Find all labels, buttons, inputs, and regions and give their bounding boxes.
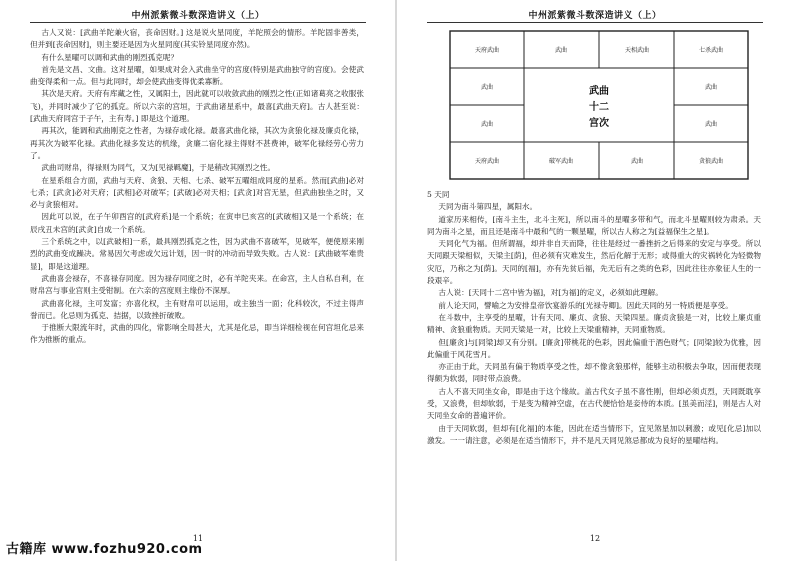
palace-cell: 武曲 [554, 47, 568, 54]
paragraph: 武曲喜化禄，主可发富；亦喜化权，主有财帛可以运用，或主独当一面；化科较次，不过主得声誉而已。化忌则为孤克、拮据，以致挫折破败。 [30, 298, 364, 320]
paragraph: 武曲喜会禄存，不喜禄存同度。因为禄存同度之时，必有羊陀夹来。在命宫，主人自私自利，在财帛宫与事业宫则主受钳制。在六亲的宫度则主缘份不深厚。 [30, 273, 364, 296]
paragraph: 首先是文昌、文曲。这对星曜，如果成对会入武曲坐守的宫度(特别是武曲独守的宫度)。会使武曲变得柔和一点。但与此同时，却会使武曲变得优柔寡断。 [30, 64, 364, 87]
left-page [0, 0, 396, 561]
site-watermark: 古籍库 www.fozhu920.com [6, 542, 203, 557]
palace-cell: 贪狼武曲 [698, 158, 724, 165]
palace-chart [449, 30, 749, 180]
paragraph: 前人论天同，譬喻之为安排皇帝饮宴游乐的[光禄寺卿]。因此天同的另一特质便是享受。 [438, 300, 733, 310]
paragraph: 但[廉贪]与[同梁]却又有分别。[廉贪]带桃花的色彩，因此偏重于酒色财气；[同梁]较为优雅，因此偏重于风花雪月。 [427, 337, 761, 359]
palace-cell: 破军武曲 [548, 158, 574, 165]
palace-chart-grid [449, 30, 749, 180]
palace-cell: 天相武曲 [624, 47, 650, 54]
paragraph: 再其次，能调和武曲刚克之性者，为禄存或化禄。最喜武曲化禄，其次为贪狼化禄及廉贞化禄，再其次为破军化禄。武曲化禄多发达的机缘，贪廉二宿化禄主得财不甚费神，破军化禄经劳心劳力了。 [30, 126, 364, 160]
page-header: 中州派紫微斗数深造讲义（上） [528, 11, 662, 21]
paragraph: 古人又说：[武曲羊陀兼火宿，丧命因财。] 这是说火星同度，羊陀照会的情形。羊陀固非善类，但并到[丧命因财]，则主要还是因为火星同度(其实铃星同度亦然)。 [30, 28, 364, 50]
palace-cell: 武曲 [630, 158, 644, 165]
paragraph: 有什么星曜可以调和武曲的刚烈孤克呢？ [41, 52, 179, 62]
section-title: 5 天同 [427, 190, 450, 199]
chart-center-line1: 武曲 [589, 86, 609, 97]
paragraph: 其次是天府。天府有库藏之性，又属阳土，因此就可以收敛武曲的刚烈之性(正如诸葛亮之收服张飞)，并同时减少了它的孤克。所以六亲的宫垣，于武曲诸星系中，最喜[武曲天府]。古人甚至说：[武曲天府同宫于子午，主有寿。] 即是这个道理。 [30, 89, 364, 124]
right-page [397, 0, 793, 561]
palace-cell: 天府武曲 [474, 47, 500, 54]
page-number: 11 [192, 534, 204, 543]
palace-cell: 武曲 [704, 121, 718, 128]
paragraph: 三个系统之中，以[武破相]一系，最具刚烈孤克之性，因为武曲不喜破军，见破军，便使原来刚烈的武曲变成躁决。常易因欠考虑或欠远计划，因一时的冲动而导致失败。古人说：[武曲破军难贵显]，即是这道理。 [30, 237, 364, 271]
page-number: 12 [589, 534, 601, 543]
chart-center-line2: 十二 [589, 102, 609, 113]
palace-cell: 七杀武曲 [698, 47, 724, 54]
paragraph: 天同为南斗第四星，属阳水。 [438, 202, 538, 212]
paragraph: 亦正由于此，天同虽有偏于物质享受之性，却不像贪狼那样，能够主动积极去争取，因而便表现得颇为软弱，同时带点浪费。 [427, 362, 761, 384]
palace-cell: 武曲 [480, 121, 494, 128]
left-page-body [30, 27, 364, 347]
paragraph: 古人说：[天同十二宫中皆为福]，对[为福]的定义，必须如此理解。 [438, 288, 663, 298]
paragraph: 在斗数中，主享受的星曜，计有天同、廉贞、贪狼、天梁四星。廉贞贪狼是一对，比较上廉贞重精神、贪狼重物质。天同天梁是一对，比较上天梁重精神，天同重物质。 [427, 312, 761, 335]
paragraph: 武曲司财帛，得禄则为同气，又为[见禄羁魔]，于是稍改其刚烈之性。 [41, 163, 276, 173]
header-rule [427, 22, 763, 23]
right-page-body [427, 187, 761, 447]
paragraph: 在星系组合方面，武曲与天府、贪狼、天相、七杀、破军五曜组成同度的星系。然而[武曲]必对七杀；[武贪]必对天府；[武相]必对破军；[武破]必对天相；[武贪]对宫无星，但武曲独坐之时，又必与贪狼相对。 [30, 175, 364, 210]
paragraph: 道家历来相传，[南斗主生，北斗主死]，所以南斗的星曜多带和气，而北斗星曜则较为肃杀。天同为南斗之星，而且还是南斗中最和气的一颗星曜，所以古人称之为[益福保生之星]。 [427, 214, 761, 236]
header-rule [30, 22, 366, 23]
page-header: 中州派紫微斗数深造讲义（上） [131, 11, 265, 21]
paragraph: 古人不喜天同坐女命，即是由于这个缘故。盖古代女子虽不喜性刚，但却必须贞烈，天同既耽享受，又浪费，但却软弱，于是变为精神空虚，在古代便恰恰是妾侍的本质。[虽美而淫]，则是古人对天同坐女命的普遍评价。 [427, 386, 761, 421]
palace-cell: 武曲 [480, 84, 494, 91]
palace-cell: 天府武曲 [474, 158, 500, 165]
paragraph: 由于天同软弱，但却有[化福]的本能，因此在适当情形下，宜见煞星加以刺激；或见[化忌]加以激发。一一请注意，必须是在适当情形下，并不是凡天同见煞忌都成为良好的星曜结构。 [427, 423, 761, 445]
palace-cell: 武曲 [704, 84, 718, 91]
paragraph: 于推断大限流年时，武曲的四化，常影响全局甚大，尤其是化忌，即当详细检视在何宫坦化忌来作为推断的重点。 [30, 323, 364, 345]
chart-center-line3: 宫次 [589, 118, 609, 129]
paragraph: 因此可以说，在子午卯酉宫的[武府系]是一个系统；在寅申巳亥宫的[武破相]又是一个系统；在辰戌丑未宫的[武贪]自成一个系统。 [30, 212, 364, 234]
paragraph: 天同化气为福。但所谓福，却并非自天而降，往往是经过一番挫折之后得来的安定与享受。所以天同跟天梁相似，天梁主[荫]，但必须有灾难发生，然后化解于无形；或得重大的灾祸转化为轻微物灾厄，乃称之为[荫]。天同的[福]，亦有先贫后福，先无后有之类的色彩，因此往往亦象征人生的一段艰辛。 [427, 239, 761, 286]
